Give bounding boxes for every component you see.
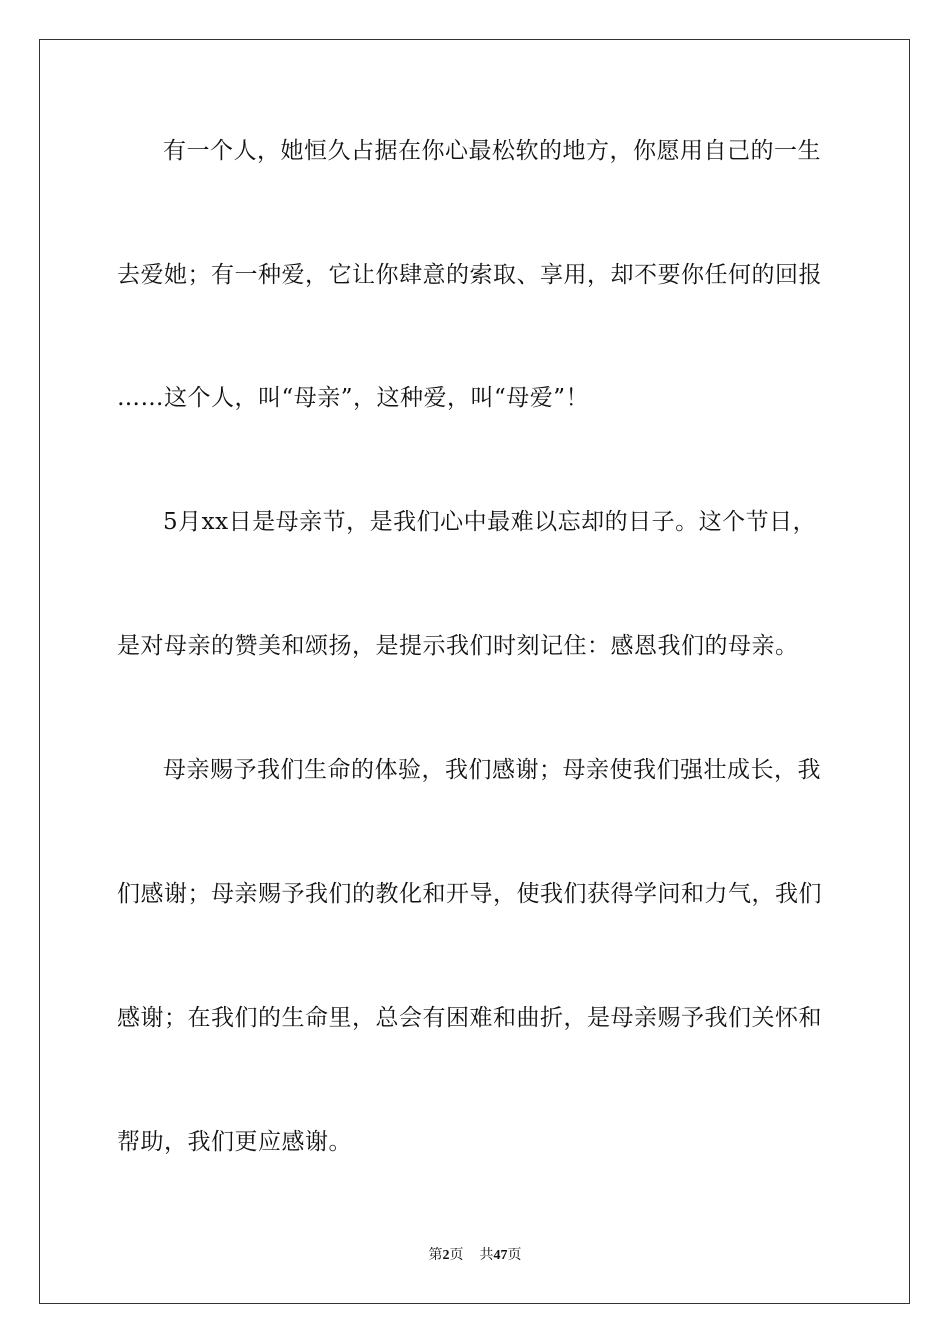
text-line-1: 有一个人，她恒久占据在你心最松软的地方，你愿用自己的一生 <box>163 138 821 164</box>
text-line-4: 5月xx日是母亲节，是我们心中最难以忘却的日子。这个节日， <box>163 509 817 535</box>
text-line-6: 母亲赐予我们生命的体验，我们感谢；母亲使我们强壮成长，我 <box>163 757 821 783</box>
page-total: 47 <box>493 1248 508 1263</box>
text-line-2: 去爱她；有一种爱，它让你肆意的索取、享用，却不要你任何的回报 <box>117 262 822 288</box>
page-border <box>39 39 910 1304</box>
page-current: 2 <box>442 1248 450 1263</box>
total-suffix: 页 <box>507 1248 522 1263</box>
page-prefix: 第 <box>428 1248 443 1263</box>
text-line-8: 感谢；在我们的生命里，总会有困难和曲折，是母亲赐予我们关怀和 <box>117 1005 822 1031</box>
total-prefix: 共 <box>479 1248 494 1263</box>
page-footer <box>0 1247 950 1265</box>
page-suffix: 页 <box>449 1248 464 1263</box>
text-line-3: ……这个人，叫“母亲”，这种爱，叫“母爱”！ <box>117 385 590 411</box>
text-line-9: 帮助，我们更应感谢。 <box>117 1129 352 1155</box>
text-line-7: 们感谢；母亲赐予我们的教化和开导，使我们获得学问和力气，我们 <box>117 881 822 907</box>
text-line-5: 是对母亲的赞美和颂扬，是提示我们时刻记住：感恩我们的母亲。 <box>117 633 799 659</box>
